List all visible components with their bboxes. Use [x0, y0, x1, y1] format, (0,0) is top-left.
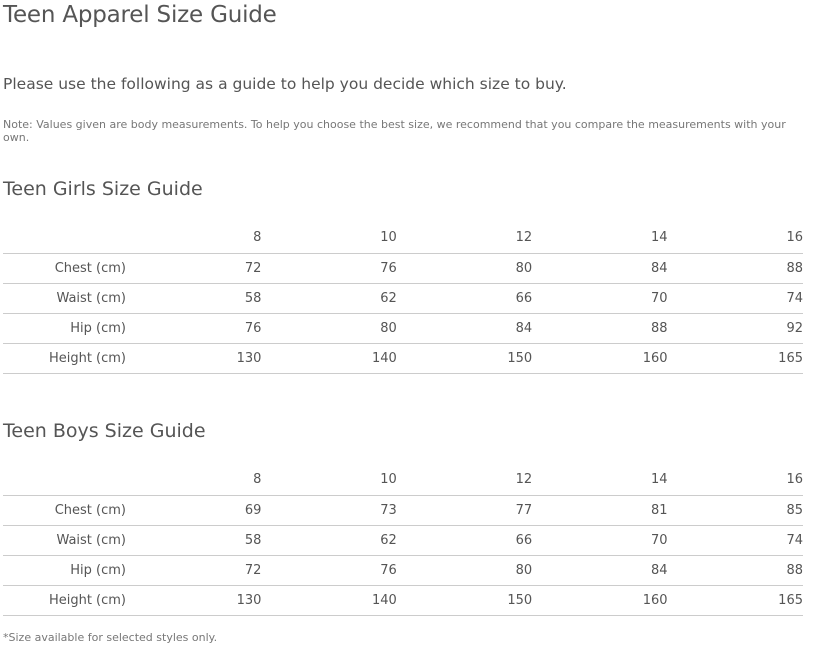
table-cell: 130 [126, 585, 261, 615]
boys-section-title: Teen Boys Size Guide [3, 420, 206, 442]
row-label: Waist (cm) [3, 525, 126, 555]
table-cell: 58 [126, 283, 261, 313]
table-cell: 66 [397, 283, 532, 313]
table-row [3, 253, 803, 283]
table-row [3, 495, 803, 525]
table-cell: 88 [668, 555, 803, 585]
table-cell: 66 [397, 525, 532, 555]
row-label: Height (cm) [3, 585, 126, 615]
row-label: Waist (cm) [3, 283, 126, 313]
table-cell: 140 [261, 585, 396, 615]
table-cell: 88 [668, 253, 803, 283]
table-cell: 80 [261, 313, 396, 343]
table-cell: 58 [126, 525, 261, 555]
table-row [3, 343, 803, 373]
table-cell: 165 [668, 585, 803, 615]
table-cell: 62 [261, 525, 396, 555]
footnote-text: *Size available for selected styles only. [3, 631, 218, 644]
size-header: 12 [397, 465, 532, 495]
table-row [3, 525, 803, 555]
size-header: 12 [397, 223, 532, 253]
row-label: Chest (cm) [3, 495, 126, 525]
table-cell: 84 [532, 253, 667, 283]
table-cell: 74 [668, 525, 803, 555]
table-cell: 80 [397, 253, 532, 283]
size-header: 16 [668, 465, 803, 495]
boys-size-table [3, 465, 803, 616]
table-cell: 150 [397, 343, 532, 373]
table-cell: 84 [532, 555, 667, 585]
intro-text: Please use the following as a guide to help you decide which size to buy. [3, 75, 567, 93]
table-row [3, 585, 803, 615]
header-blank [3, 465, 126, 495]
table-cell: 81 [532, 495, 667, 525]
table-cell: 70 [532, 525, 667, 555]
table-row [3, 555, 803, 585]
page-title: Teen Apparel Size Guide [3, 2, 277, 28]
table-cell: 84 [397, 313, 532, 343]
table-cell: 74 [668, 283, 803, 313]
size-header: 10 [261, 223, 396, 253]
table-row [3, 313, 803, 343]
table-row [3, 283, 803, 313]
table-cell: 73 [261, 495, 396, 525]
table-cell: 62 [261, 283, 396, 313]
table-cell: 80 [397, 555, 532, 585]
row-label: Hip (cm) [3, 555, 126, 585]
row-label: Chest (cm) [3, 253, 126, 283]
table-cell: 88 [532, 313, 667, 343]
table-cell: 76 [261, 555, 396, 585]
table-cell: 140 [261, 343, 396, 373]
table-cell: 160 [532, 343, 667, 373]
table-cell: 77 [397, 495, 532, 525]
size-header: 14 [532, 223, 667, 253]
size-header: 14 [532, 465, 667, 495]
table-cell: 130 [126, 343, 261, 373]
table-cell: 72 [126, 555, 261, 585]
girls-section-title: Teen Girls Size Guide [3, 178, 203, 200]
size-header: 10 [261, 465, 396, 495]
header-blank [3, 223, 126, 253]
table-cell: 160 [532, 585, 667, 615]
table-cell: 92 [668, 313, 803, 343]
table-cell: 85 [668, 495, 803, 525]
girls-size-table [3, 223, 803, 374]
row-label: Hip (cm) [3, 313, 126, 343]
table-header-row [3, 465, 803, 495]
row-label: Height (cm) [3, 343, 126, 373]
table-cell: 150 [397, 585, 532, 615]
size-header: 8 [126, 465, 261, 495]
table-header-row [3, 223, 803, 253]
table-cell: 70 [532, 283, 667, 313]
size-header: 16 [668, 223, 803, 253]
table-cell: 69 [126, 495, 261, 525]
table-cell: 165 [668, 343, 803, 373]
table-cell: 76 [126, 313, 261, 343]
table-cell: 72 [126, 253, 261, 283]
size-header: 8 [126, 223, 261, 253]
table-cell: 76 [261, 253, 396, 283]
note-text: Note: Values given are body measurements. To help you choose the best size, we recommend that you compare the measurements with your own. [3, 118, 786, 144]
